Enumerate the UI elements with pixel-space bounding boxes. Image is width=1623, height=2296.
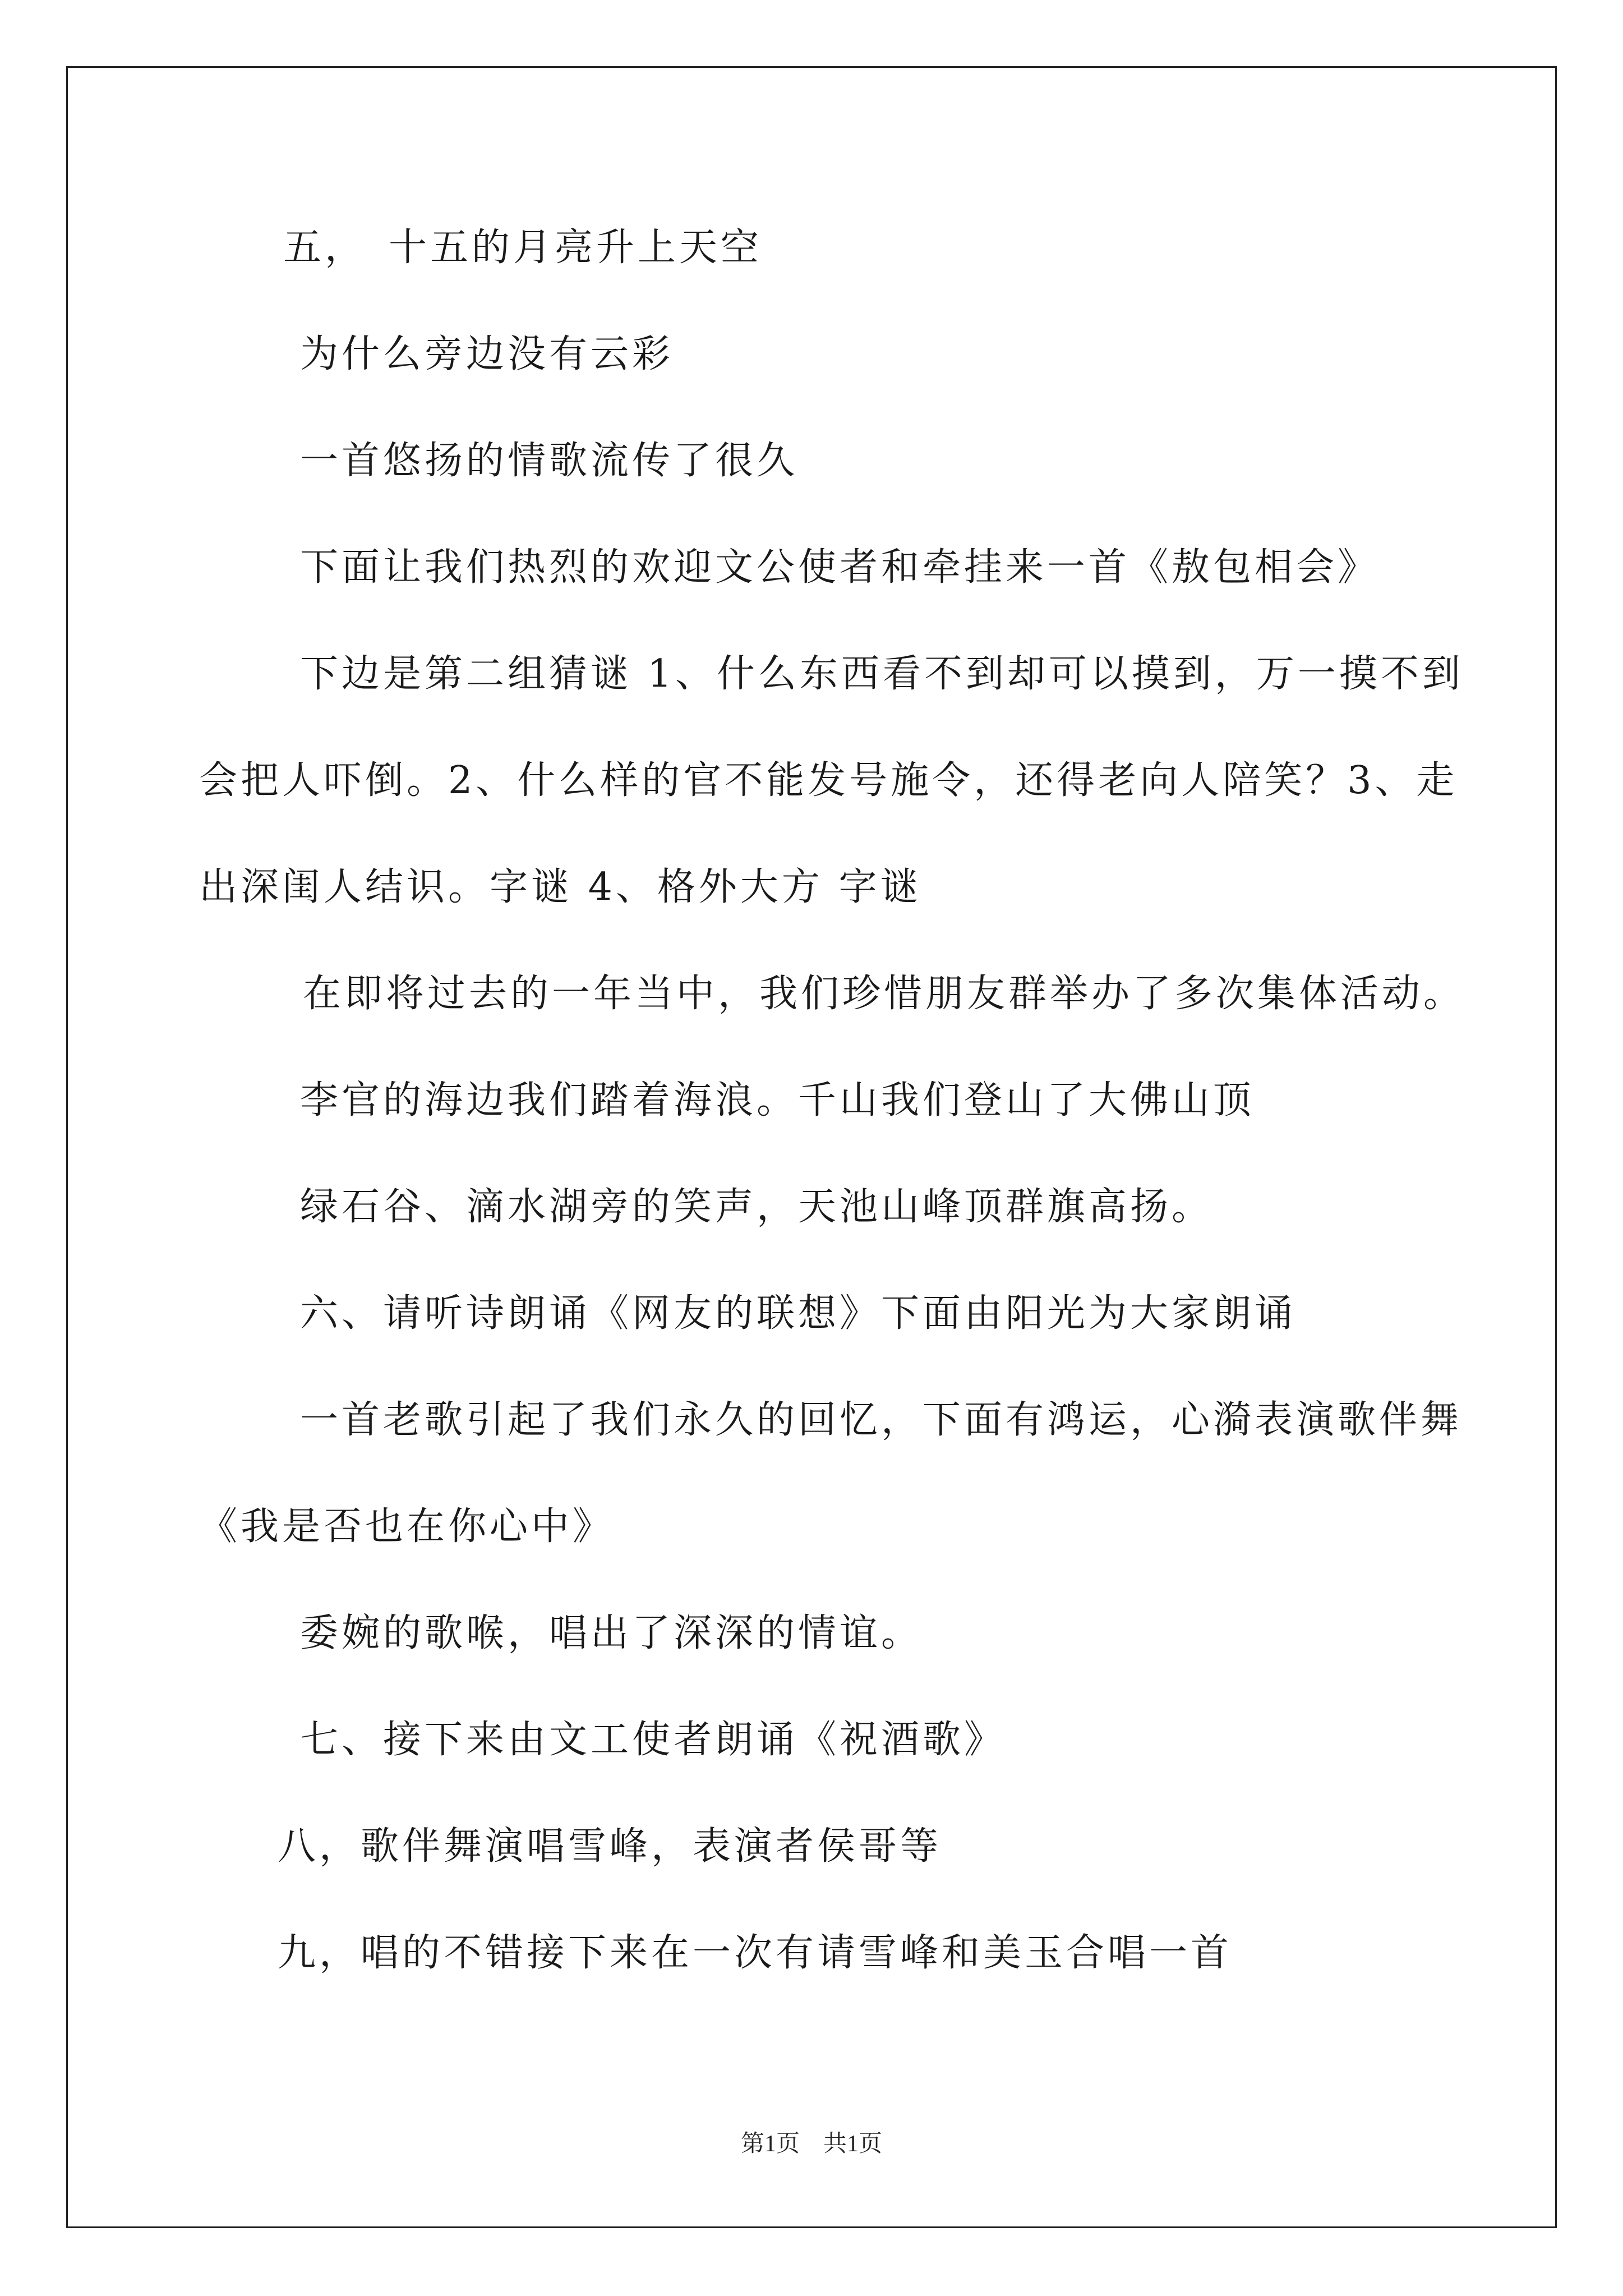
text-line-1: 五， 十五的月亮升上天空 [283, 226, 763, 270]
text-line-12: 一首老歌引起了我们永久的回忆，下面有鸿运，心漪表演歌伴舞 [300, 1398, 1463, 1442]
text-line-7: 出深闺人结识。字谜 4、格外大方 字谜 [199, 865, 922, 909]
text-line-11: 六、请听诗朗诵《网友的联想》下面由阳光为大家朗诵 [300, 1291, 1297, 1336]
text-line-6: 会把人吓倒。2、什么样的官不能发号施令，还得老向人陪笑？3、走 [199, 758, 1458, 803]
text-line-9: 李官的海边我们踏着海浪。千山我们登山了大佛山顶 [300, 1078, 1255, 1122]
text-line-10: 绿石谷、滴水湖旁的笑声，天池山峰顶群旗高扬。 [300, 1185, 1214, 1229]
text-line-5: 下边是第二组猜谜 1、什么东西看不到却可以摸到，万一摸不到 [300, 652, 1464, 696]
text-line-8: 在即将过去的一年当中，我们珍惜朋友群举办了多次集体活动。 [303, 972, 1465, 1016]
text-line-13: 《我是否也在你心中》 [199, 1504, 615, 1549]
page-border [66, 66, 1557, 2228]
text-line-2: 为什么旁边没有云彩 [300, 332, 674, 376]
text-line-15: 七、接下来由文工使者朗诵《祝酒歌》 [300, 1718, 1006, 1762]
page-footer: 第1页 共1页 [740, 2131, 882, 2157]
text-line-3: 一首悠扬的情歌流传了很久 [300, 439, 799, 483]
text-line-17: 九，唱的不错接下来在一次有请雪峰和美玉合唱一首 [278, 1931, 1233, 1975]
text-line-4: 下面让我们热烈的欢迎文公使者和牵挂来一首《敖包相会》 [300, 545, 1380, 590]
text-line-14: 委婉的歌喉，唱出了深深的情谊。 [300, 1611, 923, 1655]
text-line-16: 八，歌伴舞演唱雪峰，表演者侯哥等 [278, 1824, 942, 1869]
